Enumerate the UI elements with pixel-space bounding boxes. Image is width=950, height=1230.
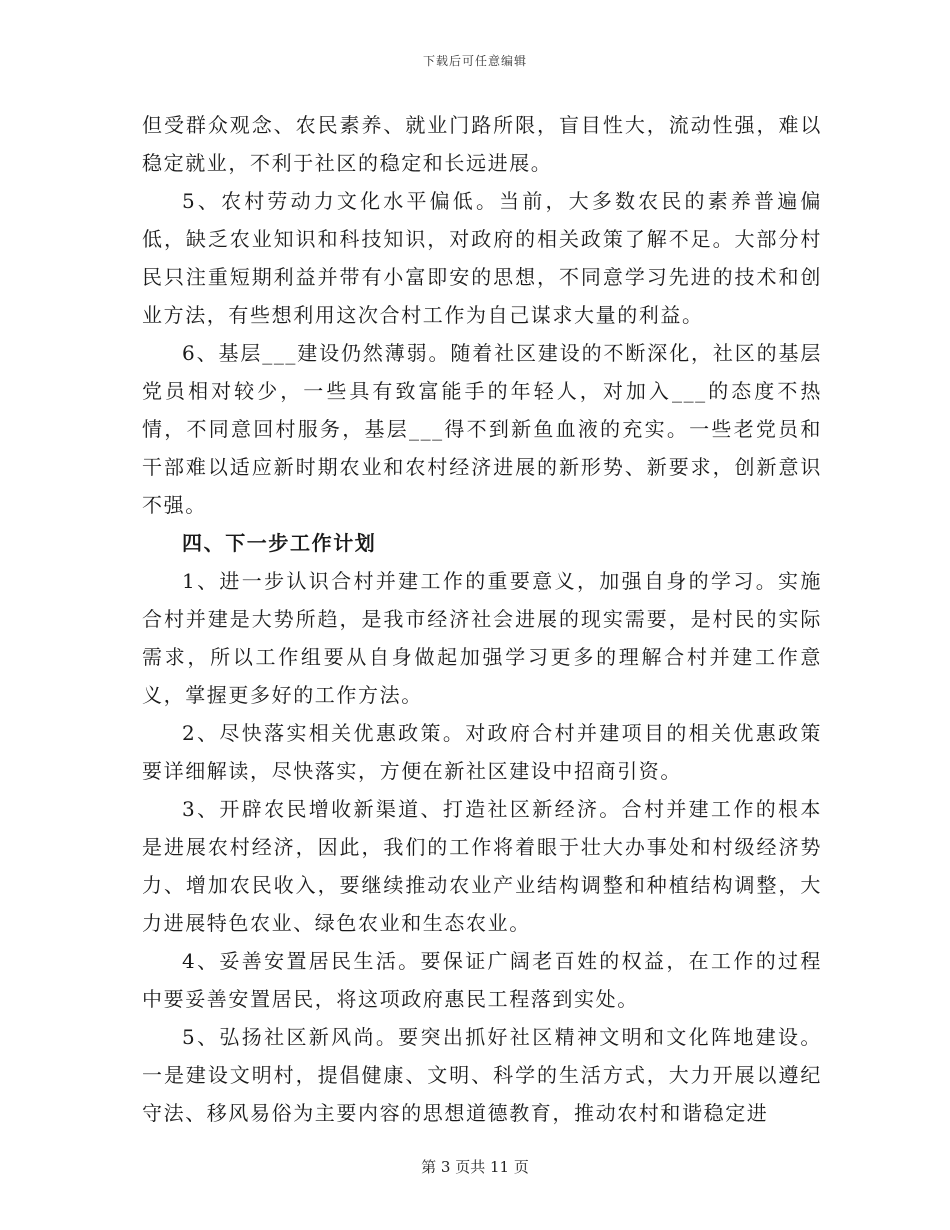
document-body (142, 106, 822, 1132)
paragraph-plan-5: 5、弘扬社区新风尚。要突出抓好社区精神文明和文化阵地建设。一是建设文明村，提倡健康、文明、科学的生活方式，大力开展以遵纪守法、移风易俗为主要内容的思想道德教育，推动农村和谐稳定进 (142, 1025, 822, 1125)
paragraph-continuation: 但受群众观念、农民素养、就业门路所限，盲目性大，流动性强，难以稳定就业，不利于社区的稳定和长远进展。 (142, 113, 822, 175)
paragraph-plan-3: 3、开辟农民增收新渠道、打造社区新经济。合村并建工作的根本是进展农村经济，因此，我们的工作将着眼于壮大办事处和村级经济势力、增加农民收入，要继续推动农业产业结构调整和种植结构调整，大力进展特色农业、绿色农业和生态农业。 (142, 797, 822, 935)
paragraph-item-6-grassroots: 6、基层___建设仍然薄弱。随着社区建设的不断深化，社区的基层党员相对较少，一些具有致富能手的年轻人，对加入___的态度不热情，不同意回村服务，基层___得不到新鱼血液的充实。一些老党员和干部难以适应新时期农业和农村经济进展的新形势、新要求，创新意识不强。 (142, 341, 822, 517)
paragraph-plan-1: 1、进一步认识合村并建工作的重要意义，加强自身的学习。实施合村并建是大势所趋，是我市经济社会进展的现实需要，是村民的实际需求，所以工作组要从自身做起加强学习更多的理解合村并建工作意义，掌握更多好的工作方法。 (142, 569, 822, 707)
page-header: 下载后可任意编辑 (422, 54, 527, 68)
paragraph-plan-4: 4、妥善安置居民生活。要保证广阔老百姓的权益，在工作的过程中要妥善安置居民，将这项政府惠民工程落到实处。 (142, 949, 822, 1011)
page-footer: 第 3 页共 11 页 (421, 1158, 529, 1176)
paragraph-plan-2: 2、尽快落实相关优惠政策。对政府合村并建项目的相关优惠政策要详细解读，尽快落实，方便在新社区建设中招商引资。 (142, 721, 822, 783)
paragraph-item-5-labor-culture: 5、农村劳动力文化水平偏低。当前，大多数农民的素养普遍偏低，缺乏农业知识和科技知识，对政府的相关政策了解不足。大部分村民只注重短期利益并带有小富即安的思想，不同意学习先进的技术和创业方法，有些想利用这次合村工作为自己谋求大量的利益。 (142, 189, 822, 327)
section-heading-next-plan: 四、下一步工作计划 (182, 531, 377, 555)
